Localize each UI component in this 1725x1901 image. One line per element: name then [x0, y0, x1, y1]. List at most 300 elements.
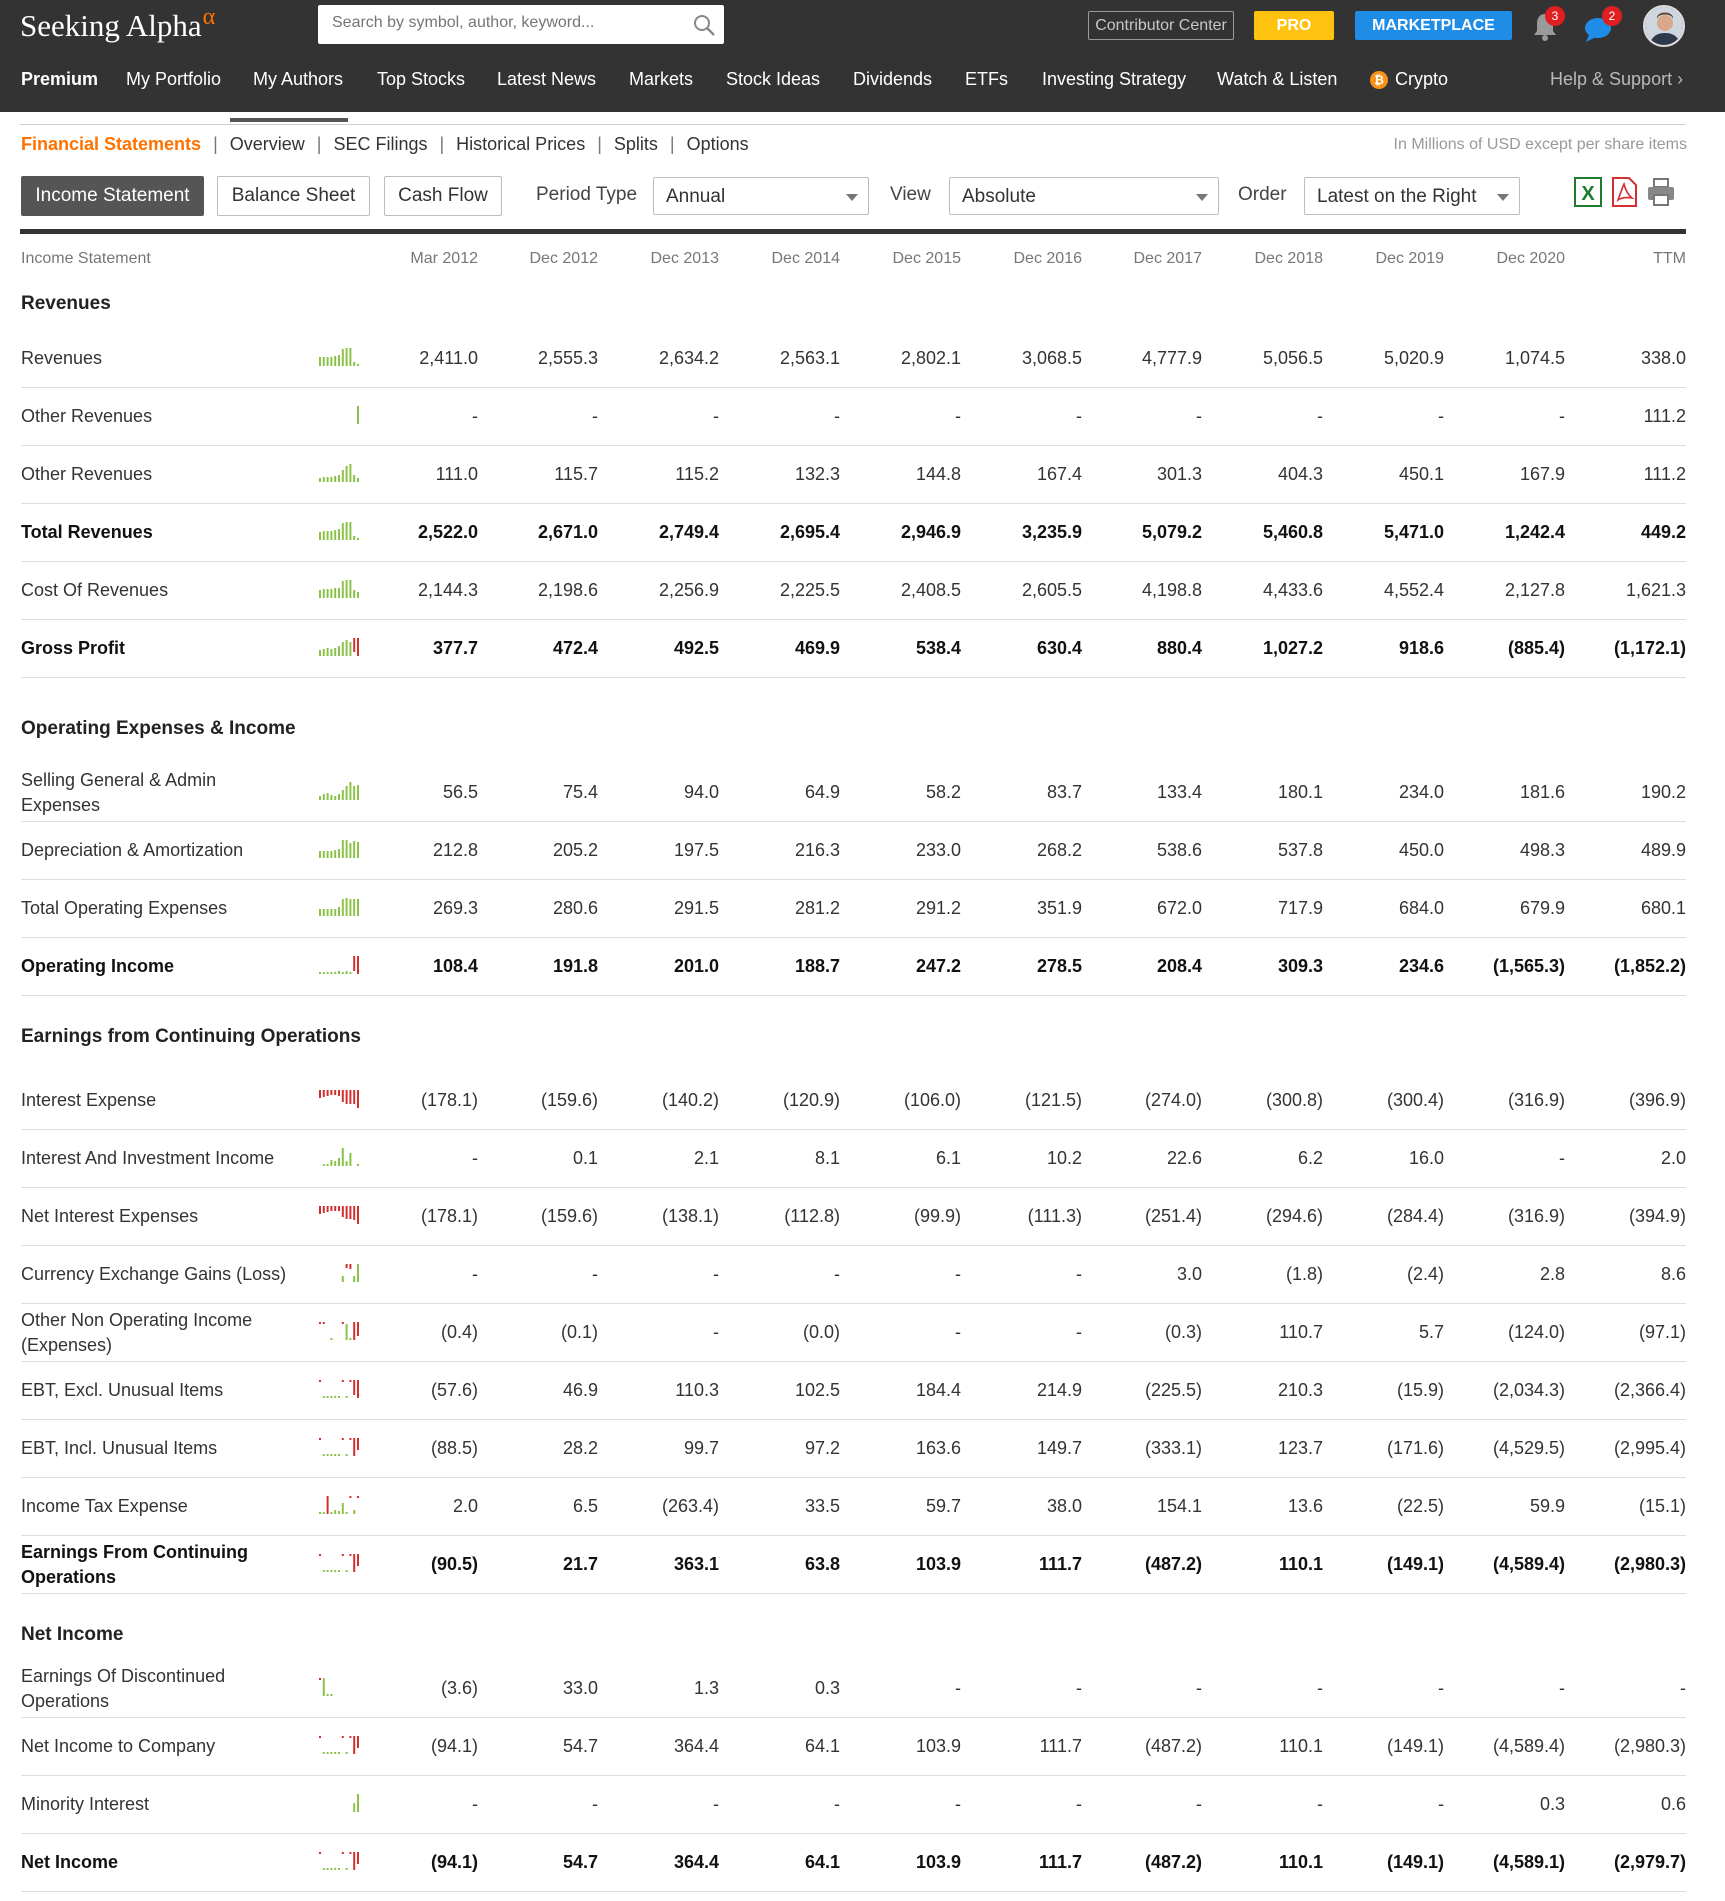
sparkline-bar: [342, 840, 344, 858]
sparkline-chart-icon[interactable]: [316, 1318, 362, 1342]
sparkline-chart-icon[interactable]: [316, 634, 362, 658]
table-cell: 103.9: [915, 1554, 961, 1574]
user-avatar-icon: [1645, 7, 1685, 47]
table-cell: (1,172.1): [1613, 638, 1686, 658]
pdf-export-icon[interactable]: [1609, 176, 1639, 208]
table-cell: 59.9: [1529, 1496, 1565, 1516]
table-cell: 680.1: [1640, 898, 1686, 918]
table-cell: 64.1: [804, 1736, 840, 1756]
table-cell: 22.6: [1166, 1148, 1202, 1168]
table-cell: -: [955, 1322, 961, 1342]
table-cell: 97.2: [804, 1438, 840, 1458]
table-cell: 4,198.8: [1141, 580, 1202, 600]
table-cell: 1,621.3: [1625, 580, 1686, 600]
sparkline-bar: [334, 909, 336, 916]
row-label: Income Tax Expense: [21, 1496, 188, 1516]
table-cell: 537.8: [1277, 840, 1323, 860]
sparkline-bar: [357, 364, 359, 366]
sparkline-bar: [330, 972, 332, 974]
table-cell: -: [592, 1794, 598, 1814]
nav-item-top-stocks[interactable]: Top Stocks: [377, 69, 466, 89]
row-label: Operating Income: [21, 956, 175, 976]
sparkline-bar: [330, 477, 332, 482]
sparkline-bar: [330, 357, 332, 366]
sparkline-bar: [353, 638, 355, 652]
sparkline-bar: [334, 1206, 336, 1211]
table-cell: 5,020.9: [1383, 348, 1444, 368]
subnav-financial-statements[interactable]: Financial Statements: [21, 134, 202, 154]
column-header: TTM: [1653, 250, 1686, 267]
notifications-button[interactable]: [1530, 9, 1560, 43]
table-cell: -: [713, 1794, 719, 1814]
table-cell: (487.2): [1144, 1554, 1202, 1574]
sparkline-chart-icon[interactable]: [316, 1550, 362, 1574]
sparkline-bar: [334, 972, 336, 974]
sparkline-bar: [353, 956, 355, 971]
table-cell: 0.6: [1660, 1794, 1686, 1814]
sparkline-bar: [330, 1868, 332, 1870]
sparkline-bar: [349, 1852, 351, 1854]
financials-subnav: [21, 134, 749, 155]
row-label: Selling General & Admin Expenses: [21, 769, 217, 815]
sparkline-bar: [334, 1090, 336, 1095]
sparkline-bar: [330, 1396, 332, 1398]
sparkline-chart-icon[interactable]: [316, 1260, 362, 1284]
table-cell: (1,565.3): [1492, 956, 1565, 976]
table-row: [21, 1304, 1686, 1362]
table-cell: 450.0: [1398, 840, 1444, 860]
table-cell: 149.7: [1036, 1438, 1082, 1458]
table-cell: 103.9: [915, 1736, 961, 1756]
order-value: Latest on the Right: [1317, 186, 1477, 207]
table-cell: 108.4: [432, 956, 478, 976]
table-cell: 1,074.5: [1504, 348, 1565, 368]
search-icon[interactable]: [692, 13, 716, 37]
sparkline-bar: [338, 849, 340, 858]
sparkline-bar: [327, 357, 329, 366]
sparkline-chart-icon[interactable]: [316, 1376, 362, 1400]
nav-item-etfs[interactable]: ETFs: [965, 69, 1008, 89]
table-cell: -: [1076, 406, 1082, 426]
table-cell: 309.3: [1277, 956, 1323, 976]
sparkline-bar: [353, 1803, 355, 1812]
table-cell: (2.4): [1406, 1264, 1444, 1284]
view-select[interactable]: [949, 177, 1219, 215]
period-type-select[interactable]: [653, 177, 869, 215]
subnav-splits[interactable]: Splits: [613, 134, 658, 154]
sparkline-bar: [338, 1511, 340, 1514]
sparkline-bar: [327, 1164, 329, 1166]
table-cell: 99.7: [683, 1438, 719, 1458]
sparkline-bar: [330, 1338, 332, 1340]
order-select[interactable]: [1304, 177, 1520, 215]
subnav-divider: [20, 124, 1686, 125]
sparkline-chart-icon[interactable]: [316, 1732, 362, 1756]
table-cell: (0.1): [560, 1322, 598, 1342]
period-type-label: Period Type: [536, 184, 638, 205]
sparkline-bar: [319, 590, 321, 598]
subnav-options[interactable]: Options: [686, 134, 749, 154]
sparkline-bar: [319, 1380, 321, 1382]
sparkline-bar: [346, 1396, 348, 1398]
nav-item-investing-strategy[interactable]: Investing Strategy: [1042, 69, 1187, 89]
table-cell: (138.1): [661, 1206, 719, 1226]
sparkline-bar: [342, 1736, 344, 1738]
pro-button[interactable]: PRO: [1254, 11, 1334, 40]
nav-item-markets[interactable]: Markets: [629, 69, 694, 89]
table-cell: (178.1): [420, 1206, 478, 1226]
sparkline-bar: [346, 971, 348, 974]
table-cell: (316.9): [1507, 1206, 1565, 1226]
period-type-value: Annual: [666, 186, 726, 207]
section-title: Revenues: [21, 293, 111, 314]
sparkline-bar: [353, 362, 355, 366]
site-logo[interactable]: Seeking Alpha$^\alpha$: [20, 4, 216, 43]
nav-item-my-authors[interactable]: My Authors: [253, 69, 344, 89]
nav-item-crypto[interactable]: [1370, 56, 1448, 112]
sparkline-chart-icon[interactable]: [316, 952, 362, 976]
contributor-center-button[interactable]: Contributor Center: [1088, 11, 1234, 40]
table-cell: -: [472, 1264, 478, 1284]
sparkline-chart-icon[interactable]: [316, 836, 362, 860]
sparkline-bar: [353, 1852, 355, 1870]
section-title: Operating Expenses & Income: [21, 718, 296, 739]
table-cell: 167.4: [1036, 464, 1082, 484]
table-cell: (4,589.4): [1492, 1554, 1565, 1574]
nav-item-stock-ideas[interactable]: Stock Ideas: [726, 69, 821, 89]
tab-cash-flow[interactable]: Cash Flow: [384, 176, 502, 216]
table-cell: -: [1317, 1678, 1323, 1698]
sparkline-bar: [319, 1206, 321, 1214]
sparkline-chart-icon[interactable]: [316, 778, 362, 802]
table-cell: -: [472, 1148, 478, 1168]
table-cell: 2,605.5: [1021, 580, 1082, 600]
table-cell: -: [472, 406, 478, 426]
sparkline-bar: [349, 642, 351, 656]
row-label: Earnings From Continuing Operations: [21, 1541, 248, 1587]
table-cell: 684.0: [1398, 898, 1444, 918]
sparkline-bar: [319, 851, 321, 858]
table-cell: 197.5: [673, 840, 719, 860]
sparkline-bar: [349, 522, 351, 540]
print-icon[interactable]: [1646, 176, 1676, 208]
table-cell: 2.0: [452, 1496, 478, 1516]
sparkline-bar: [349, 464, 351, 482]
table-cell: -: [592, 406, 598, 426]
sparkline-chart-icon[interactable]: [316, 576, 362, 600]
excel-export-icon[interactable]: [1573, 176, 1603, 208]
row-label: Interest Expense: [21, 1090, 157, 1110]
sparkline-bar: [353, 1090, 355, 1104]
table-cell: 278.5: [1036, 956, 1082, 976]
sparkline-bar: [323, 1454, 325, 1456]
table-cell: (300.4): [1386, 1090, 1444, 1110]
row-label: Net Income: [21, 1852, 119, 1872]
sparkline-bar: [319, 478, 321, 482]
table-cell: -: [955, 1794, 961, 1814]
row-label: Total Operating Expenses: [21, 898, 228, 918]
table-cell: -: [592, 1264, 598, 1284]
table-cell: 2.0: [1660, 1148, 1686, 1168]
sparkline-chart-icon[interactable]: [316, 1790, 362, 1814]
row-label: EBT, Excl. Unusual Items: [21, 1380, 224, 1400]
table-cell: 191.8: [552, 956, 598, 976]
table-cell: (149.1): [1386, 1554, 1444, 1574]
table-cell: 2,671.0: [537, 522, 598, 542]
sparkline-bar: [323, 1512, 325, 1514]
section-title: Earnings from Continuing Operations: [21, 1026, 361, 1047]
table-cell: 3.0: [1176, 1264, 1202, 1284]
table-cell: (57.6): [430, 1380, 478, 1400]
table-cell: 58.2: [925, 782, 961, 802]
table-cell: (225.5): [1144, 1380, 1202, 1400]
table-cell: -: [955, 406, 961, 426]
table-row: [21, 1420, 1686, 1478]
table-cell: (178.1): [420, 1090, 478, 1110]
table-cell: 21.7: [562, 1554, 598, 1574]
sparkline-bar: [327, 477, 329, 482]
table-cell: 110.3: [675, 1380, 719, 1400]
column-header: Dec 2020: [1496, 250, 1565, 267]
sparkline-bar: [319, 1512, 321, 1514]
row-label: Minority Interest: [21, 1794, 150, 1814]
sparkline-bar: [349, 1736, 351, 1738]
sparkline-chart-icon[interactable]: [316, 344, 362, 368]
table-cell: 672.0: [1156, 898, 1202, 918]
row-label: Net Interest Expenses: [21, 1206, 199, 1226]
chevron-down-icon: [1196, 194, 1208, 201]
sparkline-bar: [349, 580, 351, 598]
table-row: [21, 620, 1686, 678]
sparkline-bar: [353, 1510, 355, 1514]
sparkline-bar: [334, 1868, 336, 1870]
table-cell: (885.4): [1507, 638, 1565, 658]
table-cell: 115.7: [554, 464, 598, 484]
sparkline-bar: [346, 580, 348, 598]
table-cell: 0.1: [572, 1148, 598, 1168]
sparkline-chart-icon[interactable]: [316, 518, 362, 542]
table-cell: 351.9: [1036, 898, 1082, 918]
sparkline-bar: [327, 1206, 329, 1212]
table-cell: 2,802.1: [900, 348, 961, 368]
sparkline-bar: [319, 1438, 321, 1440]
bitcoin-icon: ₿: [1370, 71, 1388, 89]
table-cell: 154.1: [1156, 1496, 1202, 1516]
sparkline-bar: [346, 1264, 348, 1268]
row-label: Other Revenues: [21, 464, 153, 484]
table-cell: -: [1438, 406, 1444, 426]
user-avatar[interactable]: [1643, 5, 1685, 47]
sparkline-bar: [353, 786, 355, 800]
sparkline-bar: [357, 1164, 359, 1166]
sparkline-bar: [319, 1322, 321, 1324]
sparkline-bar: [323, 1868, 325, 1870]
sparkline-bar: [357, 1852, 359, 1864]
sparkline-chart-icon[interactable]: [316, 1434, 362, 1458]
table-cell: 167.9: [1519, 464, 1565, 484]
subnav-separator: |: [439, 134, 445, 154]
nav-item-latest-news[interactable]: Latest News: [497, 69, 597, 89]
sparkline-bar: [342, 1554, 344, 1556]
marketplace-button[interactable]: MARKETPLACE: [1355, 11, 1512, 40]
row-label: Revenues: [21, 348, 103, 368]
table-cell: 6.1: [935, 1148, 961, 1168]
search-box[interactable]: [318, 5, 724, 44]
nav-item-dividends[interactable]: Dividends: [853, 69, 933, 89]
search-input[interactable]: [332, 14, 672, 32]
table-cell: (94.1): [430, 1736, 478, 1756]
table-cell: 1,027.2: [1262, 638, 1323, 658]
sparkline-bar: [327, 589, 329, 598]
table-cell: 5,079.2: [1141, 522, 1202, 542]
sparkline-bar: [346, 1868, 348, 1870]
table-cell: 2,695.4: [779, 522, 840, 542]
sparkline-chart-icon[interactable]: [316, 402, 362, 426]
sparkline-bar: [349, 1264, 351, 1269]
sparkline-chart-icon[interactable]: [316, 1848, 362, 1872]
column-header: Dec 2015: [892, 250, 961, 267]
sparkline-chart-icon[interactable]: [316, 1144, 362, 1168]
tab-income-statement[interactable]: Income Statement: [21, 176, 204, 216]
table-cell: (149.1): [1386, 1736, 1444, 1756]
sparkline-bar: [342, 1503, 344, 1514]
table-cell: (487.2): [1144, 1736, 1202, 1756]
table-cell: (333.1): [1144, 1438, 1202, 1458]
chevron-down-icon: [1497, 194, 1509, 201]
table-cell: 717.9: [1277, 898, 1323, 918]
sparkline-bar: [327, 972, 329, 974]
column-header: Mar 2012: [410, 250, 478, 267]
table-cell: 1.3: [693, 1678, 719, 1698]
sparkline-bar: [349, 1496, 351, 1498]
table-cell: 234.0: [1398, 782, 1444, 802]
table-cell: -: [1438, 1794, 1444, 1814]
sparkline-chart-icon[interactable]: [316, 1202, 362, 1226]
table-cell: 205.2: [552, 840, 598, 860]
table-cell: 269.3: [432, 898, 478, 918]
table-row: [21, 1188, 1686, 1246]
sparkline-bar: [327, 1396, 329, 1398]
subnav-overview[interactable]: Overview: [229, 134, 305, 154]
nav-item-crypto-label: Crypto: [1395, 69, 1449, 89]
sparkline-bar: [342, 1206, 344, 1217]
table-cell: (111.3): [1027, 1206, 1082, 1226]
sparkline-bar: [357, 1736, 359, 1748]
sparkline-bar: [330, 531, 332, 540]
table-cell: 364.4: [673, 1736, 719, 1756]
view-value: Absolute: [962, 186, 1036, 207]
sparkline-bar: [334, 530, 336, 540]
table-cell: 188.7: [794, 956, 840, 976]
column-header: Dec 2016: [1013, 250, 1082, 267]
sparkline-bar: [353, 1322, 355, 1340]
sparkline-bar: [357, 785, 359, 800]
table-cell: -: [1559, 1678, 1565, 1698]
sparkline-bar: [346, 640, 348, 656]
sparkline-chart-icon[interactable]: [316, 1086, 362, 1110]
table-cell: 110.1: [1279, 1736, 1323, 1756]
nav-item-my-portfolio[interactable]: My Portfolio: [126, 69, 222, 89]
sparkline-bar: [349, 1153, 351, 1166]
column-header: Dec 2012: [529, 250, 598, 267]
messages-button[interactable]: [1583, 9, 1617, 43]
sparkline-bar: [346, 1206, 348, 1219]
nav-item-watch-listen[interactable]: Watch & Listen: [1217, 69, 1338, 89]
table-cell: 10.2: [1046, 1148, 1082, 1168]
sparkline-bar: [338, 1454, 340, 1456]
table-cell: 110.7: [1279, 1322, 1323, 1342]
table-cell: 110.1: [1278, 1852, 1323, 1872]
table-cell: 404.3: [1277, 464, 1323, 484]
sparkline-bar: [327, 1090, 329, 1096]
table-cell: 13.6: [1287, 1496, 1323, 1516]
sparkline-chart-icon[interactable]: [316, 1674, 362, 1698]
sparkline-bar: [357, 478, 359, 482]
row-label: Depreciation & Amortization: [21, 840, 244, 860]
sparkline-bar: [346, 1512, 348, 1514]
table-row: [21, 1718, 1686, 1776]
sparkline-bar: [338, 971, 340, 974]
sparkline-bar: [357, 1794, 359, 1812]
sparkline-bar: [342, 899, 344, 916]
sparkline-bar: [338, 355, 340, 366]
tab-balance-sheet[interactable]: Balance Sheet: [217, 176, 370, 216]
sparkline-chart-icon[interactable]: [316, 460, 362, 484]
sparkline-bar: [349, 348, 351, 366]
subnav-historical-prices[interactable]: Historical Prices: [456, 134, 586, 154]
section-title: Net Income: [21, 1624, 124, 1645]
table-cell: -: [1076, 1678, 1082, 1698]
chevron-down-icon: [846, 194, 858, 201]
row-label: Total Revenues: [21, 522, 153, 542]
main-nav: [0, 56, 1725, 112]
nav-item-premium[interactable]: Premium: [21, 69, 99, 89]
sparkline-bar: [323, 531, 325, 540]
sparkline-bar: [334, 648, 336, 656]
sparkline-bar: [323, 1164, 325, 1166]
table-cell: 190.2: [1640, 782, 1686, 802]
table-row: [21, 330, 1686, 388]
sparkline-bar: [346, 1324, 348, 1340]
row-label: Gross Profit: [21, 638, 126, 658]
sparkline-bar: [353, 1276, 355, 1282]
table-cell: 110.1: [1278, 1554, 1323, 1574]
sparkline-chart-icon[interactable]: [316, 894, 362, 918]
table-row: [21, 1130, 1686, 1188]
sparkline-chart-icon[interactable]: [316, 1492, 362, 1516]
table-cell: -: [1680, 1678, 1686, 1698]
subnav-sec-filings[interactable]: SEC Filings: [333, 134, 428, 154]
table-row: [21, 764, 1686, 822]
sparkline-bar: [334, 476, 336, 482]
messages-badge: 2: [1602, 6, 1622, 26]
sparkline-bar: [319, 1678, 321, 1680]
table-cell: 184.4: [915, 1380, 961, 1400]
nav-help-support[interactable]: Help & Support ›: [1550, 69, 1684, 89]
table-row: [21, 1776, 1686, 1834]
sparkline-bar: [346, 1090, 348, 1104]
table-cell: 111.2: [1643, 406, 1686, 426]
sparkline-bar: [330, 1752, 332, 1754]
table-cell: (159.6): [540, 1090, 598, 1110]
table-cell: 54.7: [562, 1736, 598, 1756]
table-row: [21, 446, 1686, 504]
table-cell: 111.0: [435, 464, 478, 484]
table-cell: (3.6): [440, 1678, 478, 1698]
table-cell: 234.6: [1398, 956, 1444, 976]
sparkline-bar: [327, 909, 329, 916]
sparkline-bar: [342, 1276, 344, 1282]
